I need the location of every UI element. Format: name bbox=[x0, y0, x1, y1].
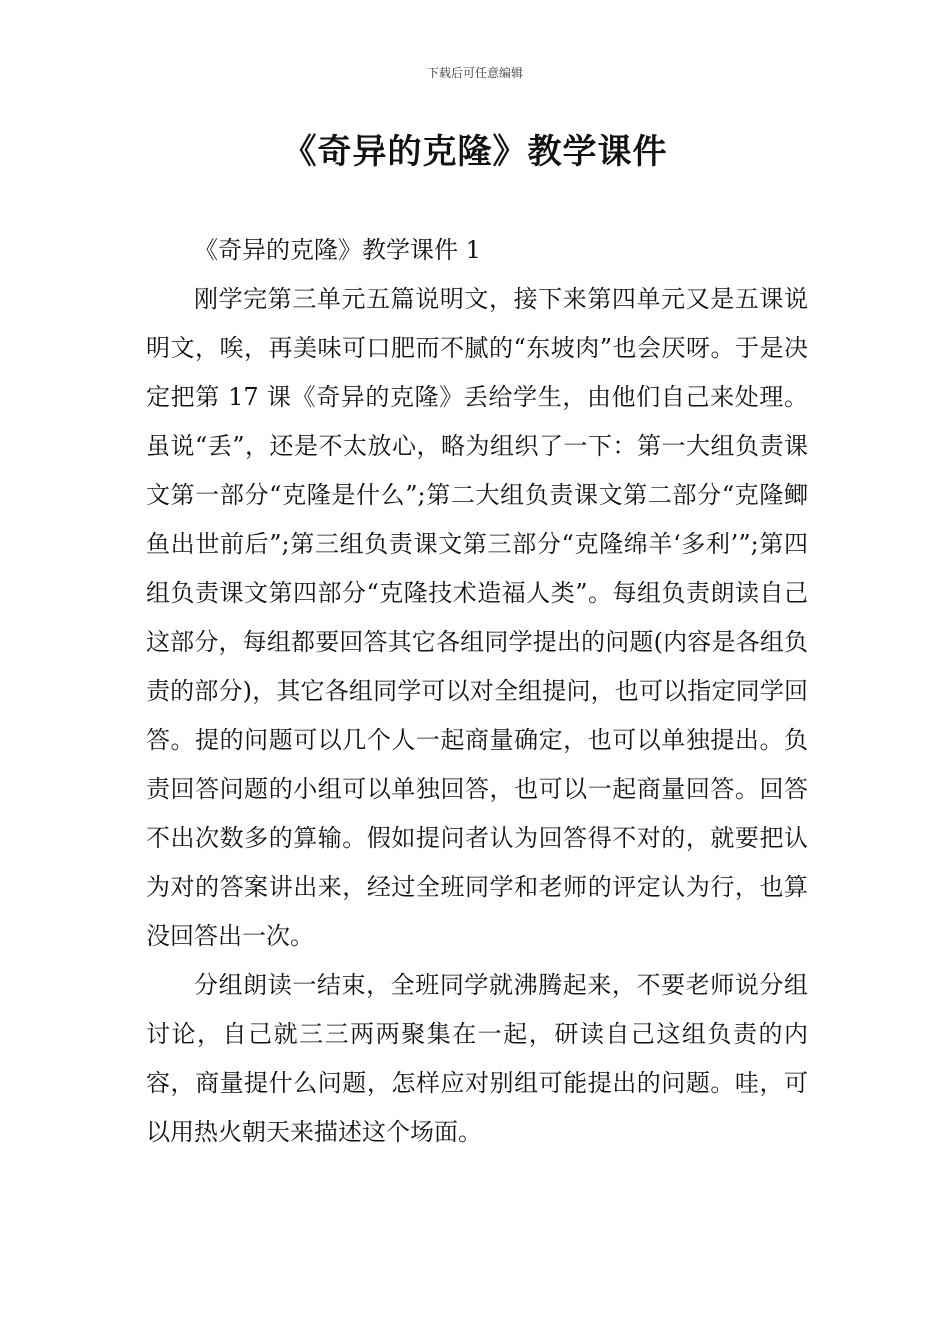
paragraph-1: 刚学完第三单元五篇说明文，接下来第四单元又是五课说明文，唉，再美味可口肥而不腻的“东坡肉”也会厌呀。于是决定把第 17 课《奇异的克隆》丢给学生，由他们自己来处理。虽说“丢”，还是不太放心，略为组织了一下：第一大组负责课文第一部分“克隆是什么”;第二大组负责课文第二部分“克隆鲫鱼出世前后”;第三组负责课文第三部分“克隆绵羊‘多利’”;第四组负责课文第四部分“克隆技术造福人类”。每组负责朗读自己这部分，每组都要回答其它各组同学提出的问题(内容是各组负责的部分)，其它各组同学可以对全组提问，也可以指定同学回答。提的问题可以几个人一起商量确定，也可以单独提出。负责回答问题的小组可以单独回答，也可以一起商量回答。回答不出次数多的算输。假如提问者认为回答得不对的，就要把认为对的答案讲出来，经过全班同学和老师的评定认为行，也算没回答出一次。 bbox=[146, 285, 808, 950]
paragraph-2: 分组朗读一结束，全班同学就沸腾起来，不要老师说分组讨论，自己就三三两两聚集在一起，研读自己这组负责的内容，商量提什么问题，怎样应对别组可能提出的问题。哇，可以用热火朝天来描述这个场面。 bbox=[146, 971, 808, 1146]
document-body bbox=[146, 226, 808, 1157]
section-heading: 《奇异的克隆》教学课件 1 bbox=[194, 236, 481, 264]
header-note: 下载后可任意编辑 bbox=[426, 66, 523, 80]
document-title: 《奇异的克隆》教学课件 bbox=[282, 132, 668, 172]
